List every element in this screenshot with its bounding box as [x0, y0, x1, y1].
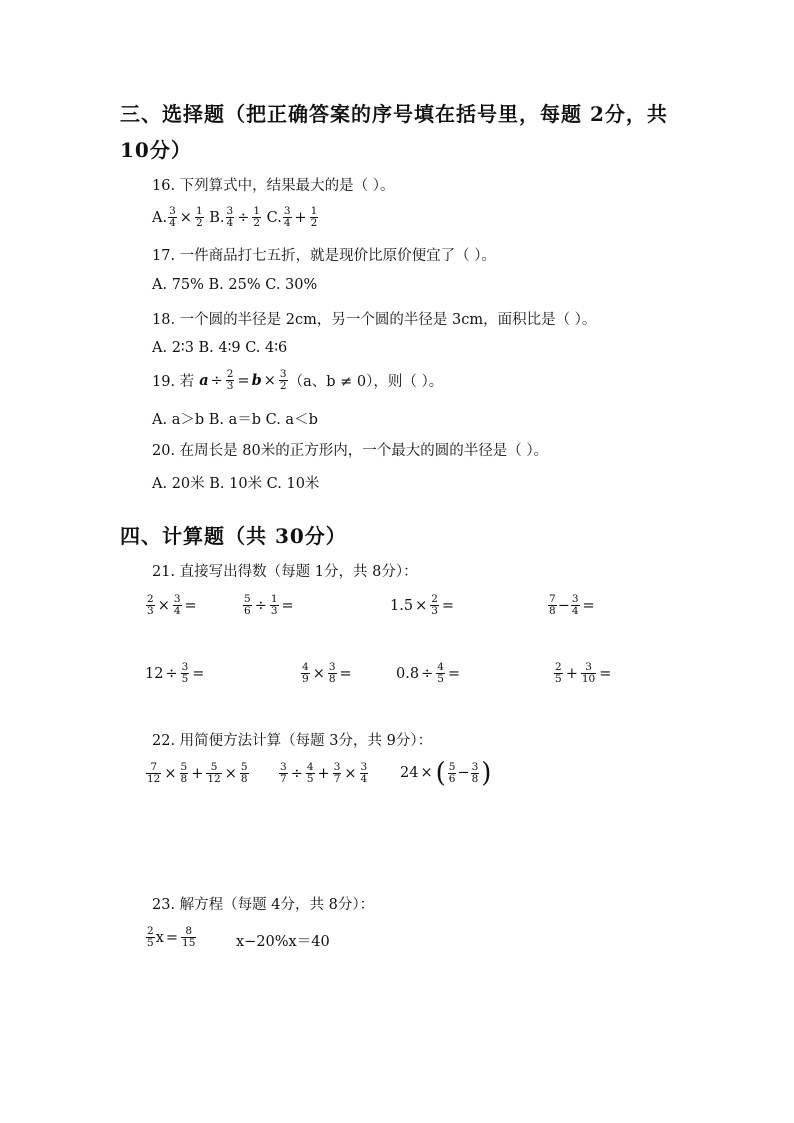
- q21-expr-6: $\frac{4}{9}$ × $\frac{3}{8}$ =: [302, 661, 352, 685]
- q20-options: A. 20米 B. 10米 C. 10米: [152, 476, 320, 492]
- q19-condition: （a、b ≠ 0），则（ ）。: [288, 374, 444, 390]
- q19-stem: 19. 若 a ÷ $\frac{2}{3}$ = b × $\frac{3}{2}$ （a、b ≠ 0），则（ ）。: [152, 368, 444, 392]
- q22-expr-1: $\frac{7}{12}$ × $\frac{5}{8}$ + $\frac{5}{12}$ × $\frac{5}{8}$: [147, 761, 248, 785]
- q19-options: A. a＞b B. a＝b C. a＜b: [152, 412, 318, 428]
- q22-expr-2: $\frac{3}{7}$ ÷ $\frac{4}{5}$ + $\frac{3}{7}$ × $\frac{3}{4}$: [280, 761, 368, 785]
- q21-expr-4: $\frac{7}{8}$ − $\frac{3}{4}$ =: [549, 593, 595, 617]
- q17-options: A. 75% B. 25% C. 30%: [152, 277, 318, 293]
- q18-options: A. 2∶3 B. 4∶9 C. 4∶6: [152, 340, 288, 356]
- q21-expr-8: $\frac{2}{5}$ + $\frac{3}{10}$ =: [555, 661, 612, 685]
- q21-expr-1: $\frac{2}{3}$ × $\frac{3}{4}$ =: [147, 593, 197, 617]
- q21-expr-2: $\frac{5}{6}$ ÷ $\frac{1}{3}$ =: [244, 593, 294, 617]
- q22-stem: 22. 用简便方法计算（每题 3分，共 9分）：: [152, 733, 433, 749]
- q17-stem: 17. 一件商品打七五折，就是现价比原价便宜了（ ）。: [152, 248, 497, 264]
- q23-equation-2: x−20%x＝40: [236, 934, 330, 950]
- section3-title-line2: 10分）: [120, 138, 192, 162]
- q23-stem: 23. 解方程（每题 4分，共 8分）：: [152, 897, 375, 913]
- q23-equation-1: $\frac{2}{5}$ x = $\frac{8}{15}$: [147, 925, 196, 949]
- q19-prefix: 19. 若: [152, 374, 195, 390]
- q21-expr-7: 0.8 ÷ $\frac{4}{5}$ =: [396, 661, 461, 685]
- q16-stem: 16. 下列算式中，结果最大的是（ ）。: [152, 178, 395, 194]
- q21-expr-5: 12 ÷ $\frac{3}{5}$ =: [145, 661, 205, 685]
- q21-stem: 21. 直接写出得数（每题 1分，共 8分）：: [152, 564, 418, 580]
- section3-title-line1: 三、选择题（把正确答案的序号填在括号里，每题 2分，共: [120, 102, 668, 126]
- q18-stem: 18. 一个圆的半径是 2cm，另一个圆的半径是 3cm，面积比是（ ）。: [152, 312, 597, 328]
- q20-stem: 20. 在周长是 80米的正方形内，一个最大的圆的半径是（ ）。: [152, 443, 549, 459]
- q16-options: A. $\frac{3}{4}$ × $\frac{1}{2}$ B. $\frac{3}{4}$ ÷ $\frac{1}{2}$ C. $\frac{3}{4}$ + $\frac{1}{2}$: [152, 205, 318, 229]
- section4-title: 四、计算题（共 30分）: [120, 524, 347, 548]
- q22-expr-3: 24 × ( $\frac{5}{6}$ − $\frac{3}{8}$ ): [400, 757, 492, 789]
- q21-expr-3: 1.5 × $\frac{2}{3}$ =: [390, 593, 455, 617]
